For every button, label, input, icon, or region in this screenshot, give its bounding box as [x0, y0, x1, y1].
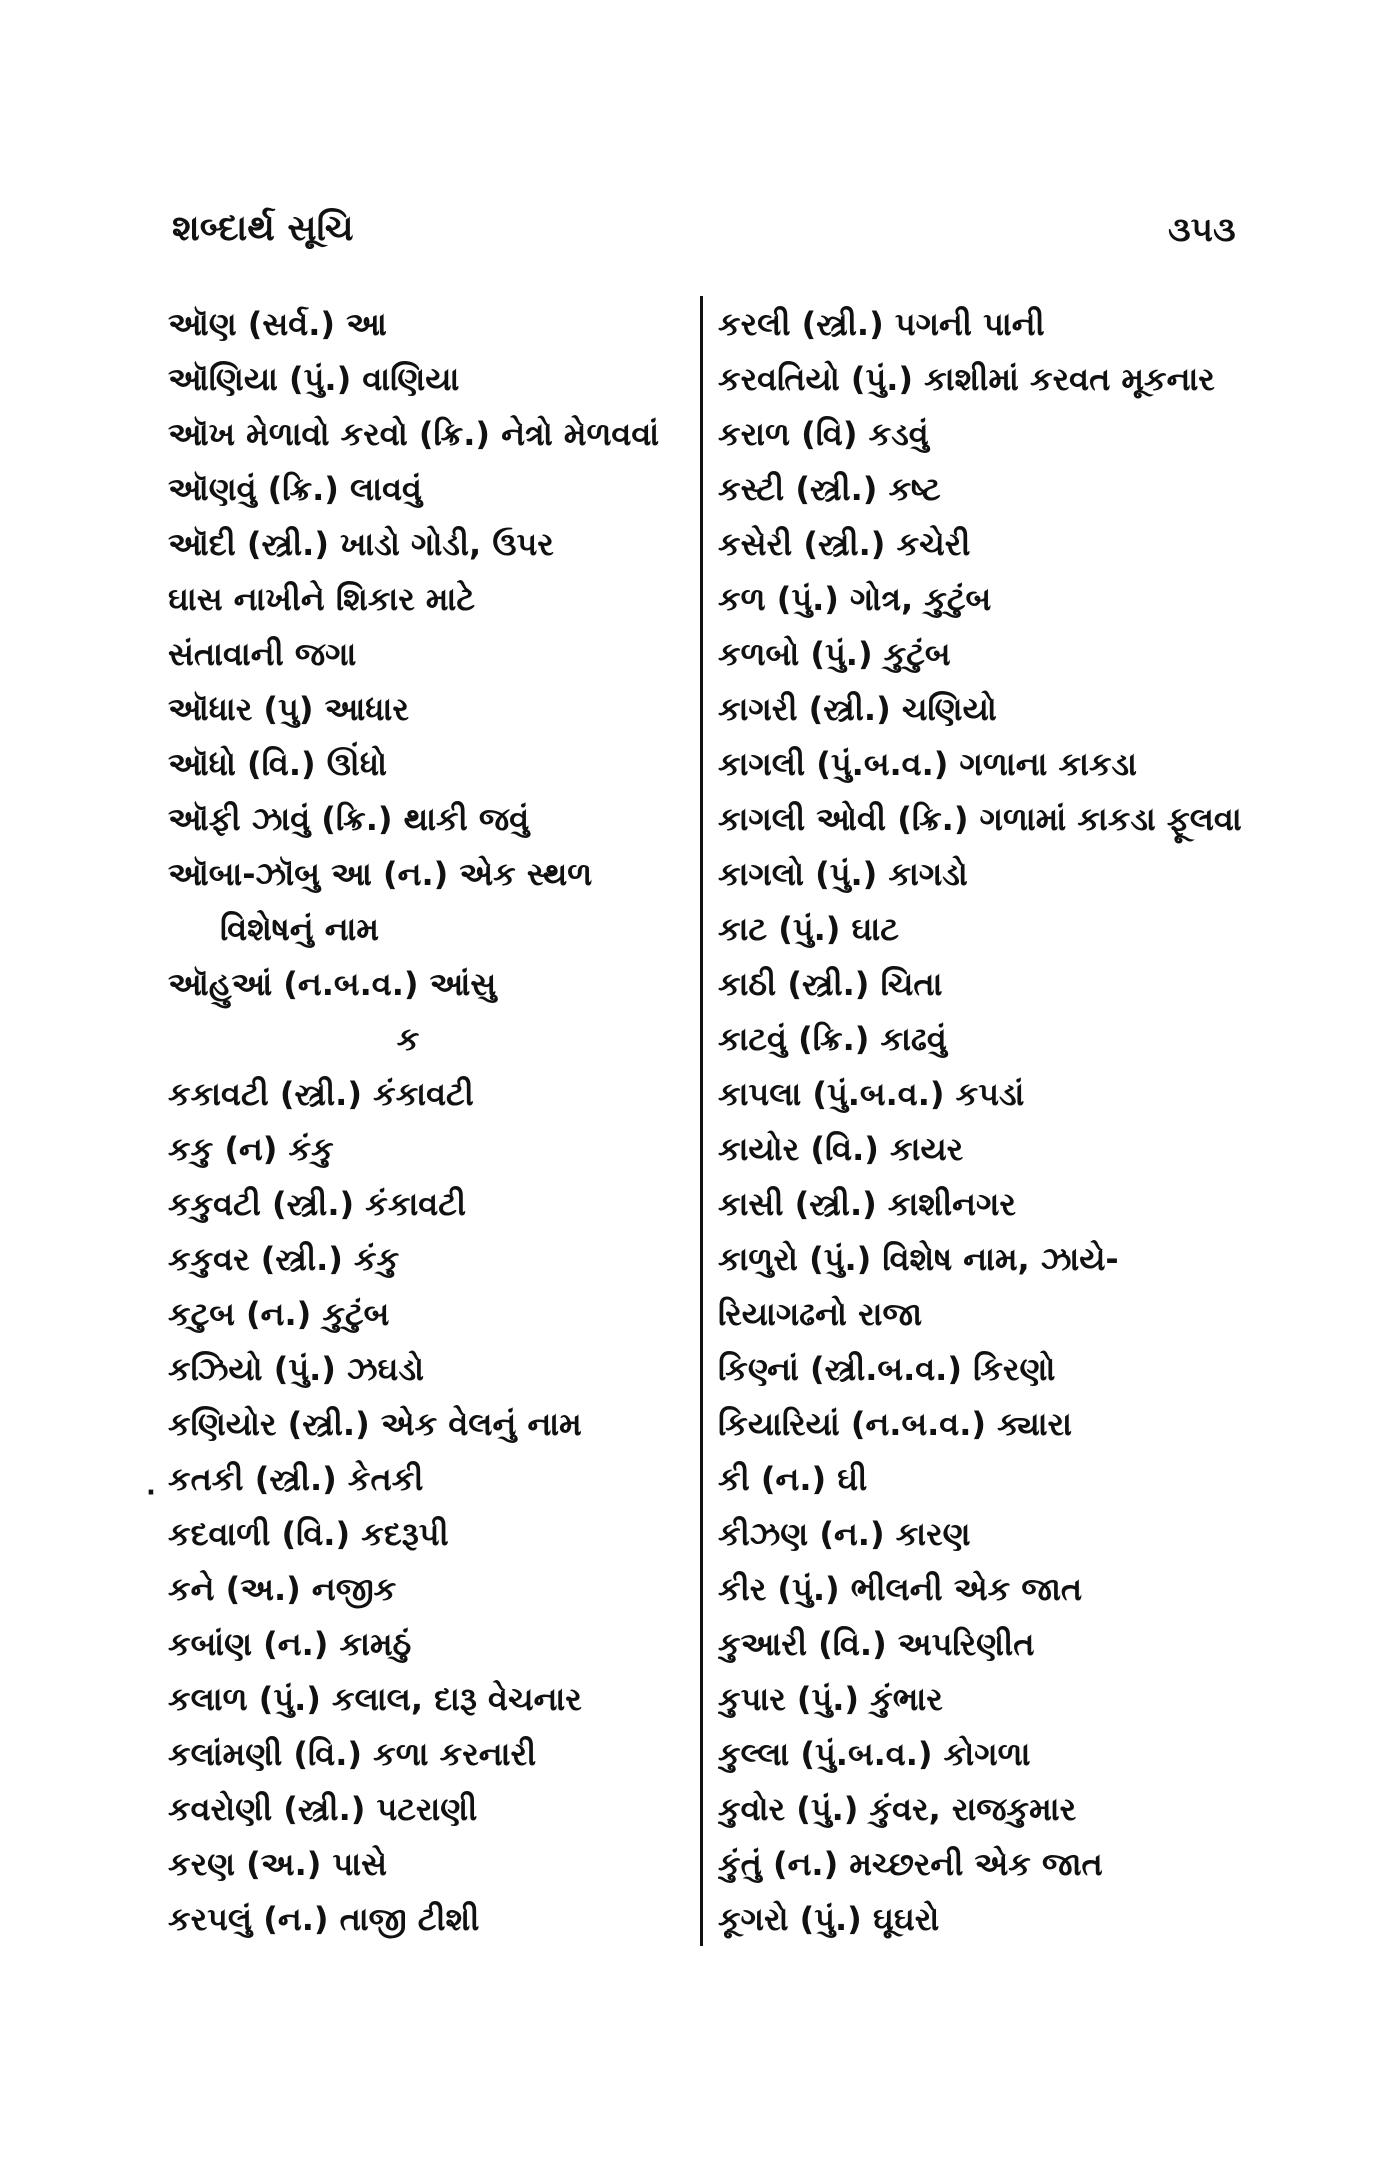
glossary-entry: કી (ન.) ઘી [718, 1460, 868, 1498]
glossary-entry: ઑહુઆં (ન.બ.વ.) આંસુ [168, 965, 497, 1003]
glossary-entry: ઑધાર (પુ) આધાર [168, 690, 409, 728]
left-column [168, 297, 688, 1947]
glossary-entry: કળબો (પું.) કુટુંબ [718, 635, 951, 673]
glossary-entry: કીર (પું.) ભીલની એક જાત [718, 1570, 1083, 1608]
glossary-entry: કુંતું (ન.) મચ્છરની એક જાત [718, 1845, 1103, 1883]
glossary-entry: કાગલી ઓવી (ક્રિ.) ગળામાં કાકડા ફૂલવા [718, 800, 1242, 838]
glossary-entry: ઑણવું (ક્રિ.) લાવવું [168, 470, 422, 508]
glossary-entry: કાળુરો (પું.) વિશેષ નામ, ઝાયે- [718, 1240, 1119, 1278]
glossary-entry: કાટ (પું.) ઘાટ [718, 910, 899, 948]
glossary-entry: કલાંમણી (વિ.) કળા કરનારી [168, 1735, 537, 1773]
glossary-entry: કરવતિયો (પું.) કાશીમાં કરવત મૂકનાર [718, 360, 1215, 398]
glossary-entry: ઑફી ઝાવું (ક્રિ.) થાકી જવું [168, 800, 530, 838]
glossary-entry: કિયારિયાં (ન.બ.વ.) ક્યારા [718, 1405, 1072, 1443]
glossary-entry: કલાળ (પું.) કલાલ, દારૂ વેચનાર [168, 1680, 582, 1718]
glossary-entry: કરાળ (વિ) કડવું [718, 415, 929, 453]
right-column [718, 297, 1278, 1947]
glossary-entry: કકુવર (સ્ત્રી.) કંકુ [168, 1240, 400, 1278]
glossary-entry: કતકી (સ્ત્રી.) કેતકી [168, 1460, 424, 1498]
glossary-entry-continuation: વિશેષનું નામ [220, 910, 379, 948]
glossary-entry: કાપલા (પું.બ.વ.) કપડાં [718, 1075, 1025, 1113]
glossary-entry: ઑબા-ઝૉબુ આ (ન.) એક સ્થળ [168, 855, 593, 893]
glossary-entry: કીઝણ (ન.) કારણ [718, 1515, 971, 1553]
glossary-entry: કાસી (સ્ત્રી.) કાશીનગર [718, 1185, 1016, 1223]
glossary-entry: કટુબ (ન.) કુટુંબ [168, 1295, 390, 1333]
glossary-entry: કુપાર (પું.) કુંભાર [718, 1680, 943, 1718]
glossary-entry: કાયોર (વિ.) કાયર [718, 1130, 964, 1168]
glossary-entry: કાગરી (સ્ત્રી.) ચણિયો [718, 690, 997, 728]
glossary-entry: કકુવટી (સ્ત્રી.) કંકાવટી [168, 1185, 466, 1223]
glossary-entry: કદવાળી (વિ.) કદરૂપી [168, 1515, 449, 1553]
glossary-entry: કવરોણી (સ્ત્રી.) પટરાણી [168, 1790, 478, 1828]
page-header-title: શબ્દાર્થ સૂચિ [172, 208, 354, 249]
glossary-entry: કસ્ટી (સ્ત્રી.) કષ્ટ [718, 470, 941, 508]
glossary-entry: ઑણ (સર્વ.) આ [168, 305, 387, 343]
glossary-entry: કાગલી (પું.બ.વ.) ગળાના કાકડા [718, 745, 1137, 783]
margin-mark: · [146, 1478, 156, 1508]
glossary-entry: કિણ્નાં (સ્ત્રી.બ.વ.) કિરણો [718, 1350, 1056, 1388]
glossary-entry: કાગલો (પું.) કાગડો [718, 855, 968, 893]
glossary-entry: કુલ્લા (પું.બ.વ.) કોગળા [718, 1735, 1031, 1773]
glossary-entry: કુઆરી (વિ.) અપરિણીત [718, 1625, 1035, 1663]
glossary-entry: કકાવટી (સ્ત્રી.) કંકાવટી [168, 1075, 474, 1113]
page-number: ૩૫૩ [1168, 210, 1236, 250]
glossary-entry: કણિયોર (સ્ત્રી.) એક વેલનું નામ [168, 1405, 582, 1443]
glossary-entry: કઝિયો (પું.) ઝઘડો [168, 1350, 425, 1388]
glossary-entry: કાઠી (સ્ત્રી.) ચિતા [718, 965, 943, 1003]
glossary-entry: ઑધો (વિ.) ઊંધો [168, 745, 388, 783]
glossary-entry: કકુ (ન) કંકુ [168, 1130, 334, 1168]
glossary-entry: સંતાવાની જગા [168, 635, 357, 673]
glossary-entry: કને (અ.) નજીક [168, 1570, 397, 1608]
glossary-entry: ઑણિયા (પું.) વાણિયા [168, 360, 460, 398]
glossary-entry: કાટવું (ક્રિ.) કાઢવું [718, 1020, 947, 1058]
glossary-entry: ઑખ મેળાવો કરવો (ક્રિ.) નેત્રો મેળવવાં [168, 415, 660, 453]
glossary-entry: કૂગરો (પું.) ઘૂઘરો [718, 1900, 940, 1938]
section-letter-heading: ક [396, 1020, 420, 1058]
glossary-entry-continuation: રિયાગઢનો રાજા [718, 1295, 923, 1333]
glossary-entry: કરણ (અ.) પાસે [168, 1845, 388, 1883]
glossary-entry: કબાંણ (ન.) કામઠું [168, 1625, 412, 1663]
glossary-entry: કરલી (સ્ત્રી.) પગની પાની [718, 305, 1045, 343]
glossary-entry: ઘાસ નાખીને શિકાર માટે [168, 580, 475, 618]
glossary-entry: કળ (પું.) ગોત્ર, કુટુંબ [718, 580, 992, 618]
glossary-entry: કુવોર (પું.) કુંવર, રાજકુમાર [718, 1790, 1077, 1828]
glossary-entry: ઑદી (સ્ત્રી.) ખાડો ગોડી, ઉપર [168, 525, 554, 563]
glossary-entry: કરપલું (ન.) તાજી ટીશી [168, 1900, 480, 1938]
column-divider [700, 296, 703, 1946]
glossary-entry: કસેરી (સ્ત્રી.) કચેરી [718, 525, 971, 563]
